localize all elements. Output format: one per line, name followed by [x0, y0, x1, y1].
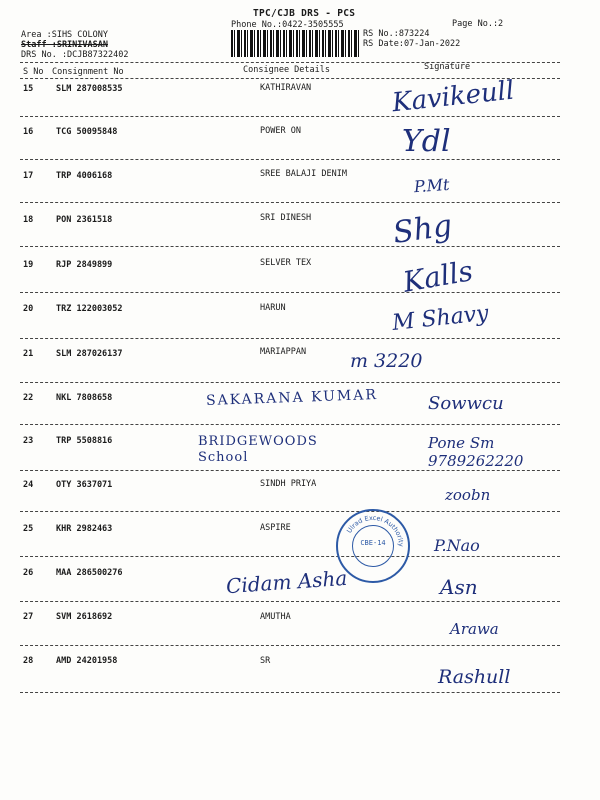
row-divider [20, 159, 560, 160]
barcode [231, 30, 359, 57]
row-divider [20, 246, 560, 247]
row-consignment: PON 2361518 [56, 215, 113, 225]
row-divider [20, 382, 560, 383]
row-sno: 17 [23, 171, 34, 181]
column-consignment: Consignment No [52, 67, 124, 77]
row-signature: m 3220 [350, 350, 423, 372]
row-consignee: HARUN [260, 303, 286, 313]
row-signature: Ydl [402, 124, 451, 159]
row-consignee: SR [260, 656, 271, 666]
row-signature: Sowwcu [428, 393, 504, 414]
row-sno: 20 [23, 304, 34, 314]
row-consignee: SREE BALAJI DENIM [260, 169, 347, 179]
row-sno: 28 [23, 656, 34, 666]
row-consignee: ASPIRE [260, 523, 291, 533]
row-signature: P.Mt [413, 174, 451, 197]
row-divider [20, 116, 560, 117]
column-consignee: Consignee Details [243, 65, 330, 75]
phone-number: Phone No.:0422-3505555 [231, 20, 344, 30]
row-consignee: MARIAPPAN [260, 347, 307, 357]
rubber-stamp [336, 509, 410, 583]
row-sno: 27 [23, 612, 34, 622]
row-sno: 26 [23, 568, 34, 578]
row-signature: M Shavy [390, 301, 490, 336]
row-signature: Arawa [450, 620, 499, 638]
row-sno: 16 [23, 127, 34, 137]
row-consignment: SLM 287008535 [56, 84, 123, 94]
header-divider-top [20, 62, 560, 63]
row-sno: 25 [23, 524, 34, 534]
stamp-code: CBE-14 [360, 539, 386, 547]
row-sno: 22 [23, 393, 34, 403]
row-consignment: TRP 4006168 [56, 171, 113, 181]
row-consignment: SLM 287026137 [56, 349, 123, 359]
row-handwritten-consignee: SAKARANA KUMAR [205, 387, 379, 409]
row-handwritten-consignee: Cidam Asha [225, 565, 348, 599]
row-divider [20, 692, 560, 693]
row-consignee: AMUTHA [260, 612, 291, 622]
row-signature: Pone Sm 9789262220 [428, 434, 524, 470]
row-divider [20, 338, 560, 339]
staff-label: Staff :SRINIVASAN [21, 40, 108, 50]
row-divider [20, 601, 560, 602]
row-consignee: KATHIRAVAN [260, 83, 312, 93]
row-sno: 24 [23, 480, 34, 490]
row-consignment: RJP 2849899 [56, 260, 113, 270]
row-consignment: AMD 24201958 [56, 656, 118, 666]
document-title: TPC/CJB DRS - PCS [253, 8, 356, 19]
area-label: Area :SIHS COLONY [21, 30, 108, 40]
row-divider [20, 645, 560, 646]
row-consignment: MAA 286500276 [56, 568, 123, 578]
drs-number: DRS No. :DCJB87322402 [21, 50, 129, 60]
row-consignment: TRP 5508816 [56, 436, 113, 446]
row-consignment: NKL 7808658 [56, 393, 113, 403]
row-sno: 15 [23, 84, 34, 94]
rs-number: RS No.:873224 [363, 29, 430, 39]
row-consignee: SINDH PRIYA [260, 479, 317, 489]
row-sno: 19 [23, 260, 34, 270]
row-consignment: OTY 3637071 [56, 480, 113, 490]
row-signature: Shg [390, 208, 455, 251]
row-sno: 18 [23, 215, 34, 225]
column-sno: S No [23, 67, 44, 77]
row-consignment: TCG 50095848 [56, 127, 118, 137]
row-signature: Rashull [438, 666, 511, 688]
row-divider [20, 556, 560, 557]
svg-text:Ulrad Excel Authority: Ulrad Excel Authority [345, 513, 406, 547]
row-signature: Kavikeull [390, 75, 516, 119]
page-number: Page No.:2 [452, 19, 504, 29]
row-consignee: SRI DINESH [260, 213, 312, 223]
row-divider [20, 511, 560, 512]
row-signature: zoobn [445, 486, 491, 504]
row-consignment: KHR 2982463 [56, 524, 113, 534]
row-signature: Asn [440, 575, 478, 599]
row-divider [20, 470, 560, 471]
row-sno: 21 [23, 349, 34, 359]
row-consignee: SELVER TEX [260, 258, 312, 268]
row-consignment: TRZ 122003052 [56, 304, 123, 314]
row-sno: 23 [23, 436, 34, 446]
row-handwritten-consignee: BRIDGEWOODS School [198, 434, 318, 465]
row-signature: P.Nao [434, 536, 480, 555]
row-divider [20, 424, 560, 425]
row-consignment: SVM 2618692 [56, 612, 113, 622]
row-divider [20, 202, 560, 203]
row-consignee: POWER ON [260, 126, 301, 136]
row-divider [20, 292, 560, 293]
column-signature: Signature [424, 62, 471, 72]
row-signature: Kalls [400, 254, 476, 299]
rs-date: RS Date:07-Jan-2022 [363, 39, 461, 49]
